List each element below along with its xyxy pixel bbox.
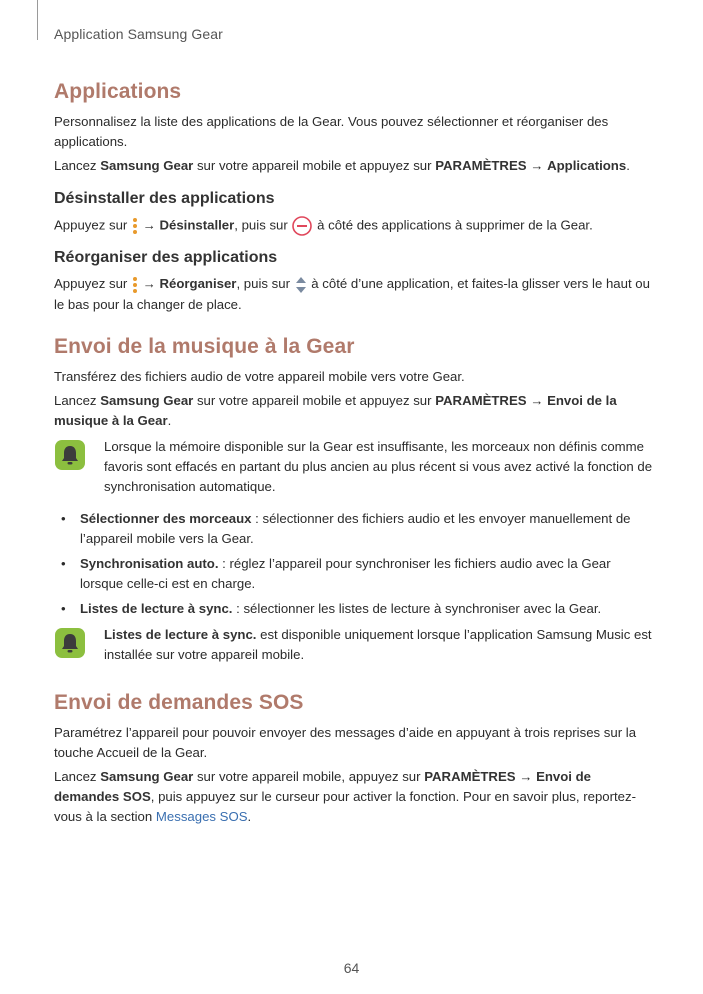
section-title-music: Envoi de la musique à la Gear: [54, 334, 355, 358]
note-playlists-text: Listes de lecture à sync. est disponible uniquement lorsque l’application Samsung Music est installée sur votre appareil mobile.: [104, 626, 652, 662]
music-intro: Transférez des fichiers audio de votre appareil mobile vers votre Gear.: [54, 368, 465, 384]
reorder-action: Réorganiser: [159, 276, 237, 291]
list-item: • Listes de lecture à sync. : sélectionner les listes de lecture à synchroniser avec la Gear.: [54, 599, 654, 619]
note-bell-icon: [54, 439, 86, 471]
reorder-arrows-icon: [294, 275, 308, 295]
subsection-reorder: [54, 249, 654, 315]
list-item: • Sélectionner des morceaux : sélectionner des fichiers audio et les envoyer manuellement de l’appareil mobile vers la Gear.: [61, 510, 631, 546]
section-applications: [54, 80, 654, 176]
subsection-title-uninstall: Désinstaller des applications: [54, 190, 275, 207]
settings-label: PARAMÈTRES: [435, 392, 527, 408]
note-memory-text: Lorsque la mémoire disponible sur la Gear est insuffisante, les morceaux non définis comme favoris sont effacés en partant du plus ancien au plus récent si vous avez activé la fonction de synchronisation automatique.: [104, 438, 653, 494]
uninstall-action: Désinstaller: [159, 217, 235, 233]
settings-label: PARAMÈTRES: [435, 158, 527, 173]
list-item: • Synchronisation auto. : réglez l’appareil pour synchroniser les fichiers audio avec la Gear lorsque celle-ci est en charge.: [61, 555, 611, 591]
applications-intro: Personnalisez la liste des applications de la Gear. Vous pouvez sélectionner et réorganiser des applications.: [54, 114, 609, 149]
note-bell-icon: [54, 627, 86, 659]
app-name: Samsung Gear: [100, 392, 194, 408]
section-music: [54, 335, 654, 665]
music-options-list: [54, 509, 654, 619]
more-options-icon: [131, 216, 139, 236]
section-title-sos: Envoi de demandes SOS: [54, 690, 304, 714]
section-sos: [54, 691, 654, 827]
subsection-uninstall: [54, 190, 654, 237]
uninstall-instructions: Appuyez sur → Désinstaller, puis sur à côté des applications à supprimer de la Gear.: [54, 215, 654, 237]
sos-target: Envoi de demandes SOS: [54, 768, 592, 804]
app-name: Samsung Gear: [100, 768, 194, 784]
messages-sos-link[interactable]: Messages SOS: [155, 808, 248, 824]
section-title-applications: Applications: [54, 80, 182, 103]
music-launch: Lancez Samsung Gear sur votre appareil mobile et appuyez sur PARAMÈTRES → Envoi de la musique à la Gear.: [54, 392, 617, 428]
bullet: •: [61, 510, 66, 526]
music-target: Envoi de la musique à la Gear: [54, 392, 617, 428]
applications-target: Applications: [547, 158, 627, 173]
note-memory: [54, 437, 654, 497]
app-name: Samsung Gear: [100, 158, 194, 173]
page-header: Application Samsung Gear: [54, 26, 223, 42]
page-content: [54, 80, 654, 841]
minus-circle-icon: [291, 215, 313, 237]
page-number: 64: [343, 960, 360, 976]
reorder-instructions: Appuyez sur → Réorganiser, puis sur à côté d’une application, et faites-la glisser vers le haut ou le bas pour la changer de place.: [54, 276, 650, 312]
bullet: •: [61, 555, 66, 571]
applications-launch: Lancez Samsung Gear sur votre appareil mobile et appuyez sur PARAMÈTRES → Applications.: [54, 158, 630, 173]
sos-intro: Paramétrez l’appareil pour pouvoir envoyer des messages d’aide en appuyant à trois reprises sur la touche Accueil de la Gear.: [54, 724, 637, 760]
header-divider: [37, 0, 38, 40]
more-options-icon: [131, 275, 139, 295]
note-playlists: [54, 625, 654, 665]
bullet: •: [61, 600, 66, 616]
subsection-title-reorder: Réorganiser des applications: [54, 249, 278, 266]
settings-label: PARAMÈTRES: [424, 768, 516, 784]
sos-launch: Lancez Samsung Gear sur votre appareil mobile, appuyez sur PARAMÈTRES → Envoi de demandes SOS, puis appuyez sur le curseur pour activer la fonction. Pour en savoir plus, reportez-vous à la section Messages SOS.: [54, 768, 636, 824]
